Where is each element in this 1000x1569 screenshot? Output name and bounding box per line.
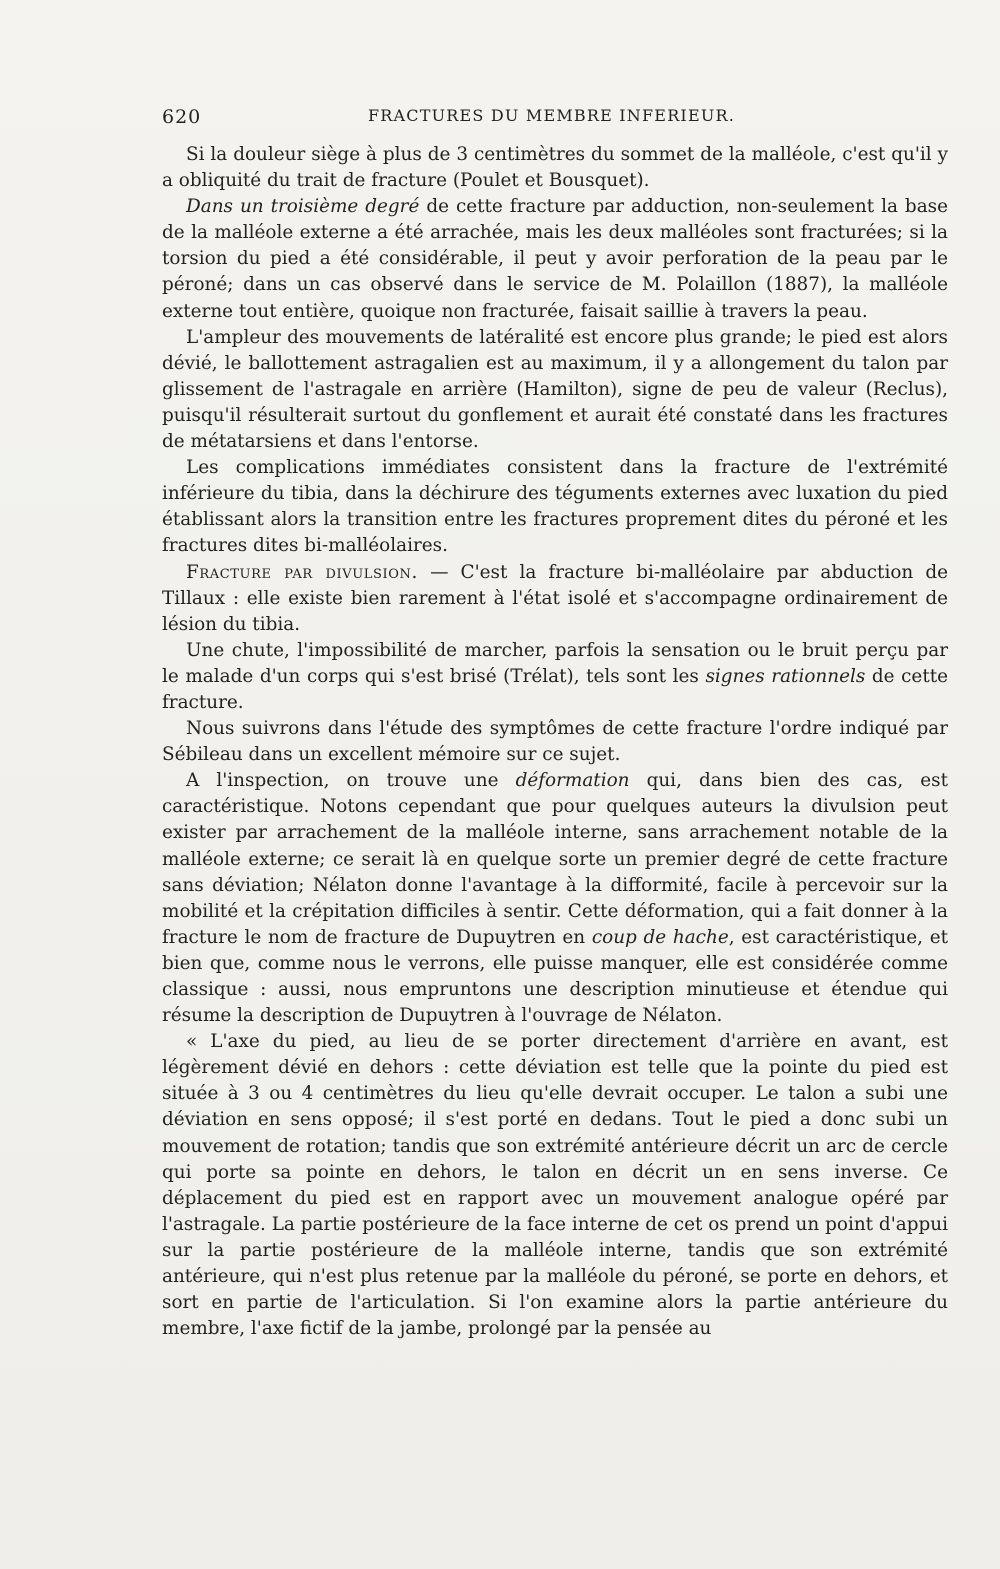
- paragraph-6-text: Une chute, l'impossibilité de marcher, parfois la sensation ou le bruit perçu par le malade d'un corps qui s'est brisé (Trélat), tels sont les: [162, 639, 948, 687]
- paragraph-5: [162, 560, 948, 638]
- paragraph-6-end: de cette fracture.: [162, 665, 948, 713]
- paragraph-5-text: — C'est la fracture bi-malléolaire par abduction de Tillaux : elle existe bien rarement à l'état isolé et s'accompagne ordinairement de lésion du tibia.: [162, 561, 948, 635]
- paragraph-9: [162, 1029, 948, 1342]
- paragraph-2-text: de cette fracture par adduction, non-seulement la base de la malléole externe a été arrachée, mais les deux malléoles sont fracturées; si la torsion du pied a été considérable, il peut y avoir perforation de la peau par le péroné; dans un cas observé dans le service de M. Polaillon (1887), la malléole externe tout entière, quoique non fracturée, faisait saillie à travers la peau.: [162, 196, 948, 322]
- paragraph-7-text: Nous suivrons dans l'étude des symptômes de cette fracture l'ordre indiqué par Sébileau dans un excellent mémoire sur ce sujet.: [162, 718, 948, 766]
- paragraph-4: [162, 455, 948, 559]
- paragraph-6: [162, 638, 948, 716]
- paragraph-2: [162, 194, 948, 324]
- paragraph-8-italic: déformation: [515, 770, 630, 792]
- running-title: FRACTURES DU MEMBRE INFERIEUR.: [368, 106, 736, 125]
- page-header: [162, 106, 948, 132]
- paragraph-8-text: A l'inspection, on trouve une: [186, 770, 516, 792]
- paragraph-8-mid: qui, dans bien des cas, est caractéristique. Notons cependant que pour quelques auteurs la divulsion peut exister par arrachement de la malléole interne, sans arrachement notable de la malléole externe; ce serait là en quelque sorte un premier degré de cette fracture sans déviation; Nélaton donne l'avantage à la difformité, facile à percevoir sur la mobilité et la crépitation difficiles à sentir. Cette déformation, qui a fait donner à la fracture le nom de fracture de Dupuytren en: [162, 770, 948, 948]
- paragraph-2-italic: Dans un troisième degré: [186, 196, 420, 218]
- paragraph-9-text: « L'axe du pied, au lieu de se porter directement d'arrière en avant, est légèrement dévié en dehors : cette déviation est telle que la pointe du pied est située à 3 ou 4 centimètres du lieu qu'elle devrait occuper. Le talon a subi une déviation en sens opposé; il s'est porté en dedans. Tout le pied a donc subi un mouvement de rotation; tandis que son extrémité antérieure décrit un arc de cercle qui porte sa pointe en dehors, le talon en décrit un en sens inverse. Ce déplacement du pied est en rapport avec un mouvement analogue opéré par l'astragale. La partie postérieure de la face interne de cet os prend un point d'appui sur la partie postérieure de la malléole interne, tandis que son extrémité antérieure, qui n'est plus retenue par la malléole du péroné, se porte en dehors, et sort en partie de l'articulation. Si l'on examine alors la partie antérieure du membre, l'axe fictif de la jambe, prolongé par la pensée au: [162, 1031, 948, 1340]
- paragraph-1-text: Si la douleur siège à plus de 3 centimètres du sommet de la malléole, c'est qu'il y a obliquité du trait de fracture (Poulet et Bousquet).: [162, 144, 948, 192]
- paragraph-3: [162, 325, 948, 455]
- paragraph-7: [162, 716, 948, 768]
- paragraph-1: [162, 142, 948, 194]
- paragraph-4-text: Les complications immédiates consistent dans la fracture de l'extrémité inférieure du tibia, dans la déchirure des téguments externes avec luxation du pied établissant alors la transition entre les fractures proprement dites du péroné et les fractures dites bi-malléolaires.: [162, 457, 948, 557]
- paragraph-8: [162, 768, 948, 1029]
- paragraph-3-text: L'ampleur des mouvements de latéralité est encore plus grande; le pied est alors dévié, le ballottement astragalien est au maximum, il y a allongement du talon par glissement de l'astragale en arrière (Hamilton), signe de peu de valeur (Reclus), puisqu'il résulterait surtout du gonflement et aurait été constaté dans les fractures de métatarsiens et dans l'entorse.: [162, 326, 948, 453]
- body-text: [162, 142, 948, 1342]
- paragraph-8-italic-2: coup de hache: [591, 926, 729, 948]
- paragraph-8-end: , est caractéristique, et bien que, comme nous le verrons, elle puisse manquer, elle est considérée comme classique : aussi, nous empruntons une description minutieuse et étendue qui résume la description de Dupuytren à l'ouvrage de Nélaton.: [162, 926, 948, 1027]
- section-heading-divulsion: Fracture par divulsion.: [186, 561, 418, 583]
- paragraph-6-italic: signes rationnels: [705, 665, 866, 687]
- page-number: 620: [162, 106, 202, 128]
